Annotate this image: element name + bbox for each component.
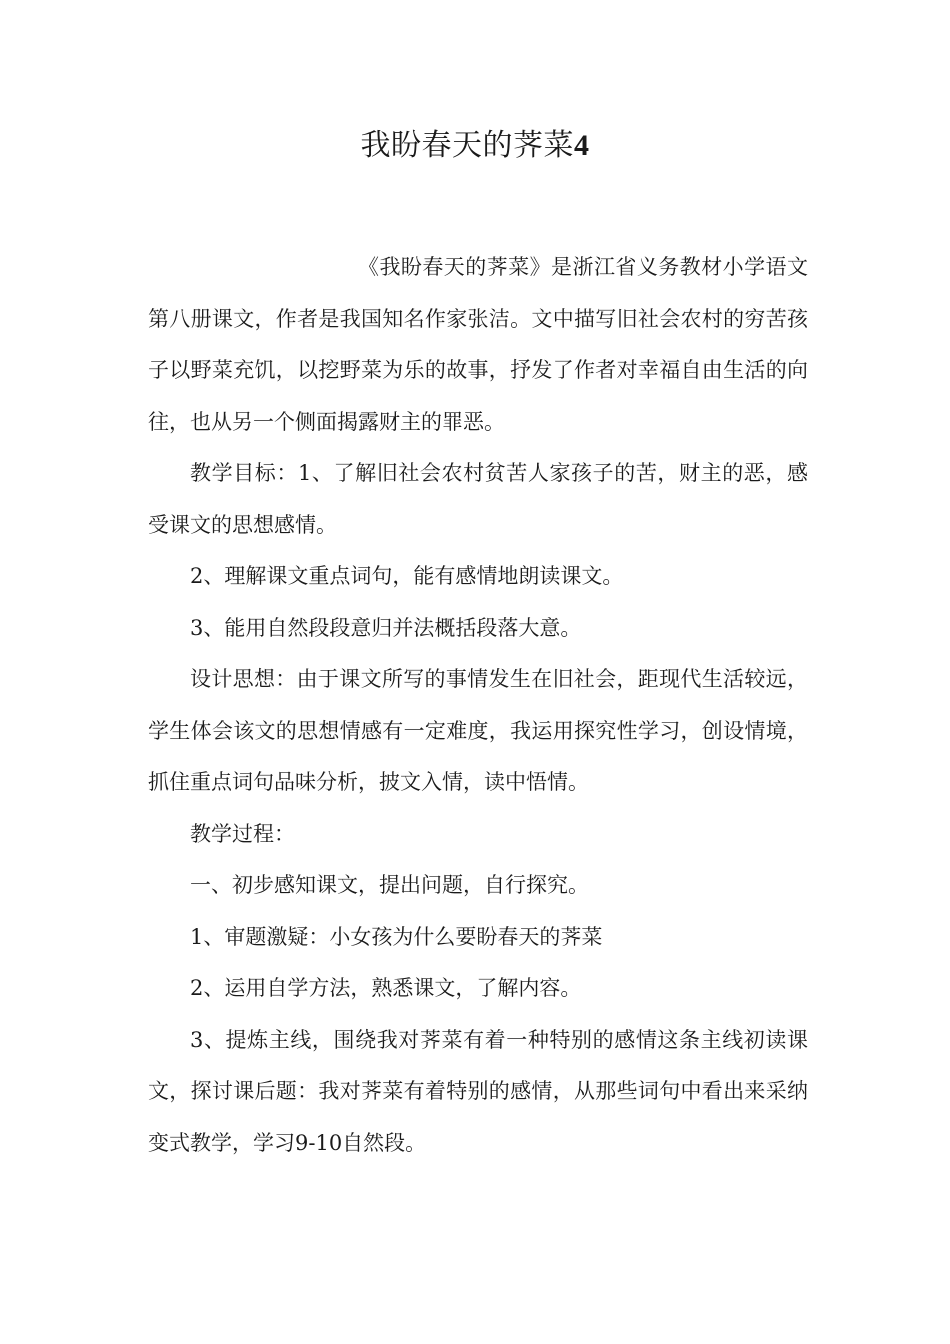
paragraph-intro: 《我盼春天的荠菜》是浙江省义务教材小学语文第八册课文，作者是我国知名作家张洁。文中描写旧社会农村的穷苦孩子以野菜充饥，以挖野菜为乐的故事，抒发了作者对幸福自由生活的向往，也从另一个侧面揭露财主的罪恶。 [148, 255, 808, 434]
paragraph-process-heading: 教学过程： [190, 821, 295, 846]
title-number: 4 [574, 129, 590, 162]
paragraph-step-1-2: 2、运用自学方法，熟悉课文，了解内容。 [190, 976, 582, 1000]
document-body [148, 242, 808, 1169]
paragraph-design-idea: 设计思想：由于课文所写的事情发生在旧社会，距现代生活较远，学生体会该文的思想情感有一定难度，我运用探究性学习，创设情境，抓住重点词句品味分析，披文入情，读中悟情。 [148, 667, 808, 794]
document-title [0, 122, 950, 170]
paragraph-goal-3: 3、能用自然段段意归并法概括段落大意。 [190, 615, 582, 640]
title-text: 我盼春天的荠菜 [360, 128, 574, 163]
paragraph-step-1-3: 3、提炼主线，围绕我对荠菜有着一种特别的感情这条主线初读课文，探讨课后题：我对荠菜有着特别的感情，从那些词句中看出来采纳变式教学，学习9-10自然段。 [148, 1027, 808, 1155]
paragraph-step-1: 一、初步感知课文，提出问题，自行探究。 [190, 873, 589, 897]
paragraph-step-1-1: 1、审题激疑：小女孩为什么要盼春天的荠菜 [190, 924, 603, 949]
paragraph-goal-2: 2、理解课文重点词句，能有感情地朗读课文。 [190, 564, 624, 588]
paragraph-teaching-goals: 教学目标：1、了解旧社会农村贫苦人家孩子的苦，财主的恶，感受课文的思想感情。 [148, 461, 808, 537]
